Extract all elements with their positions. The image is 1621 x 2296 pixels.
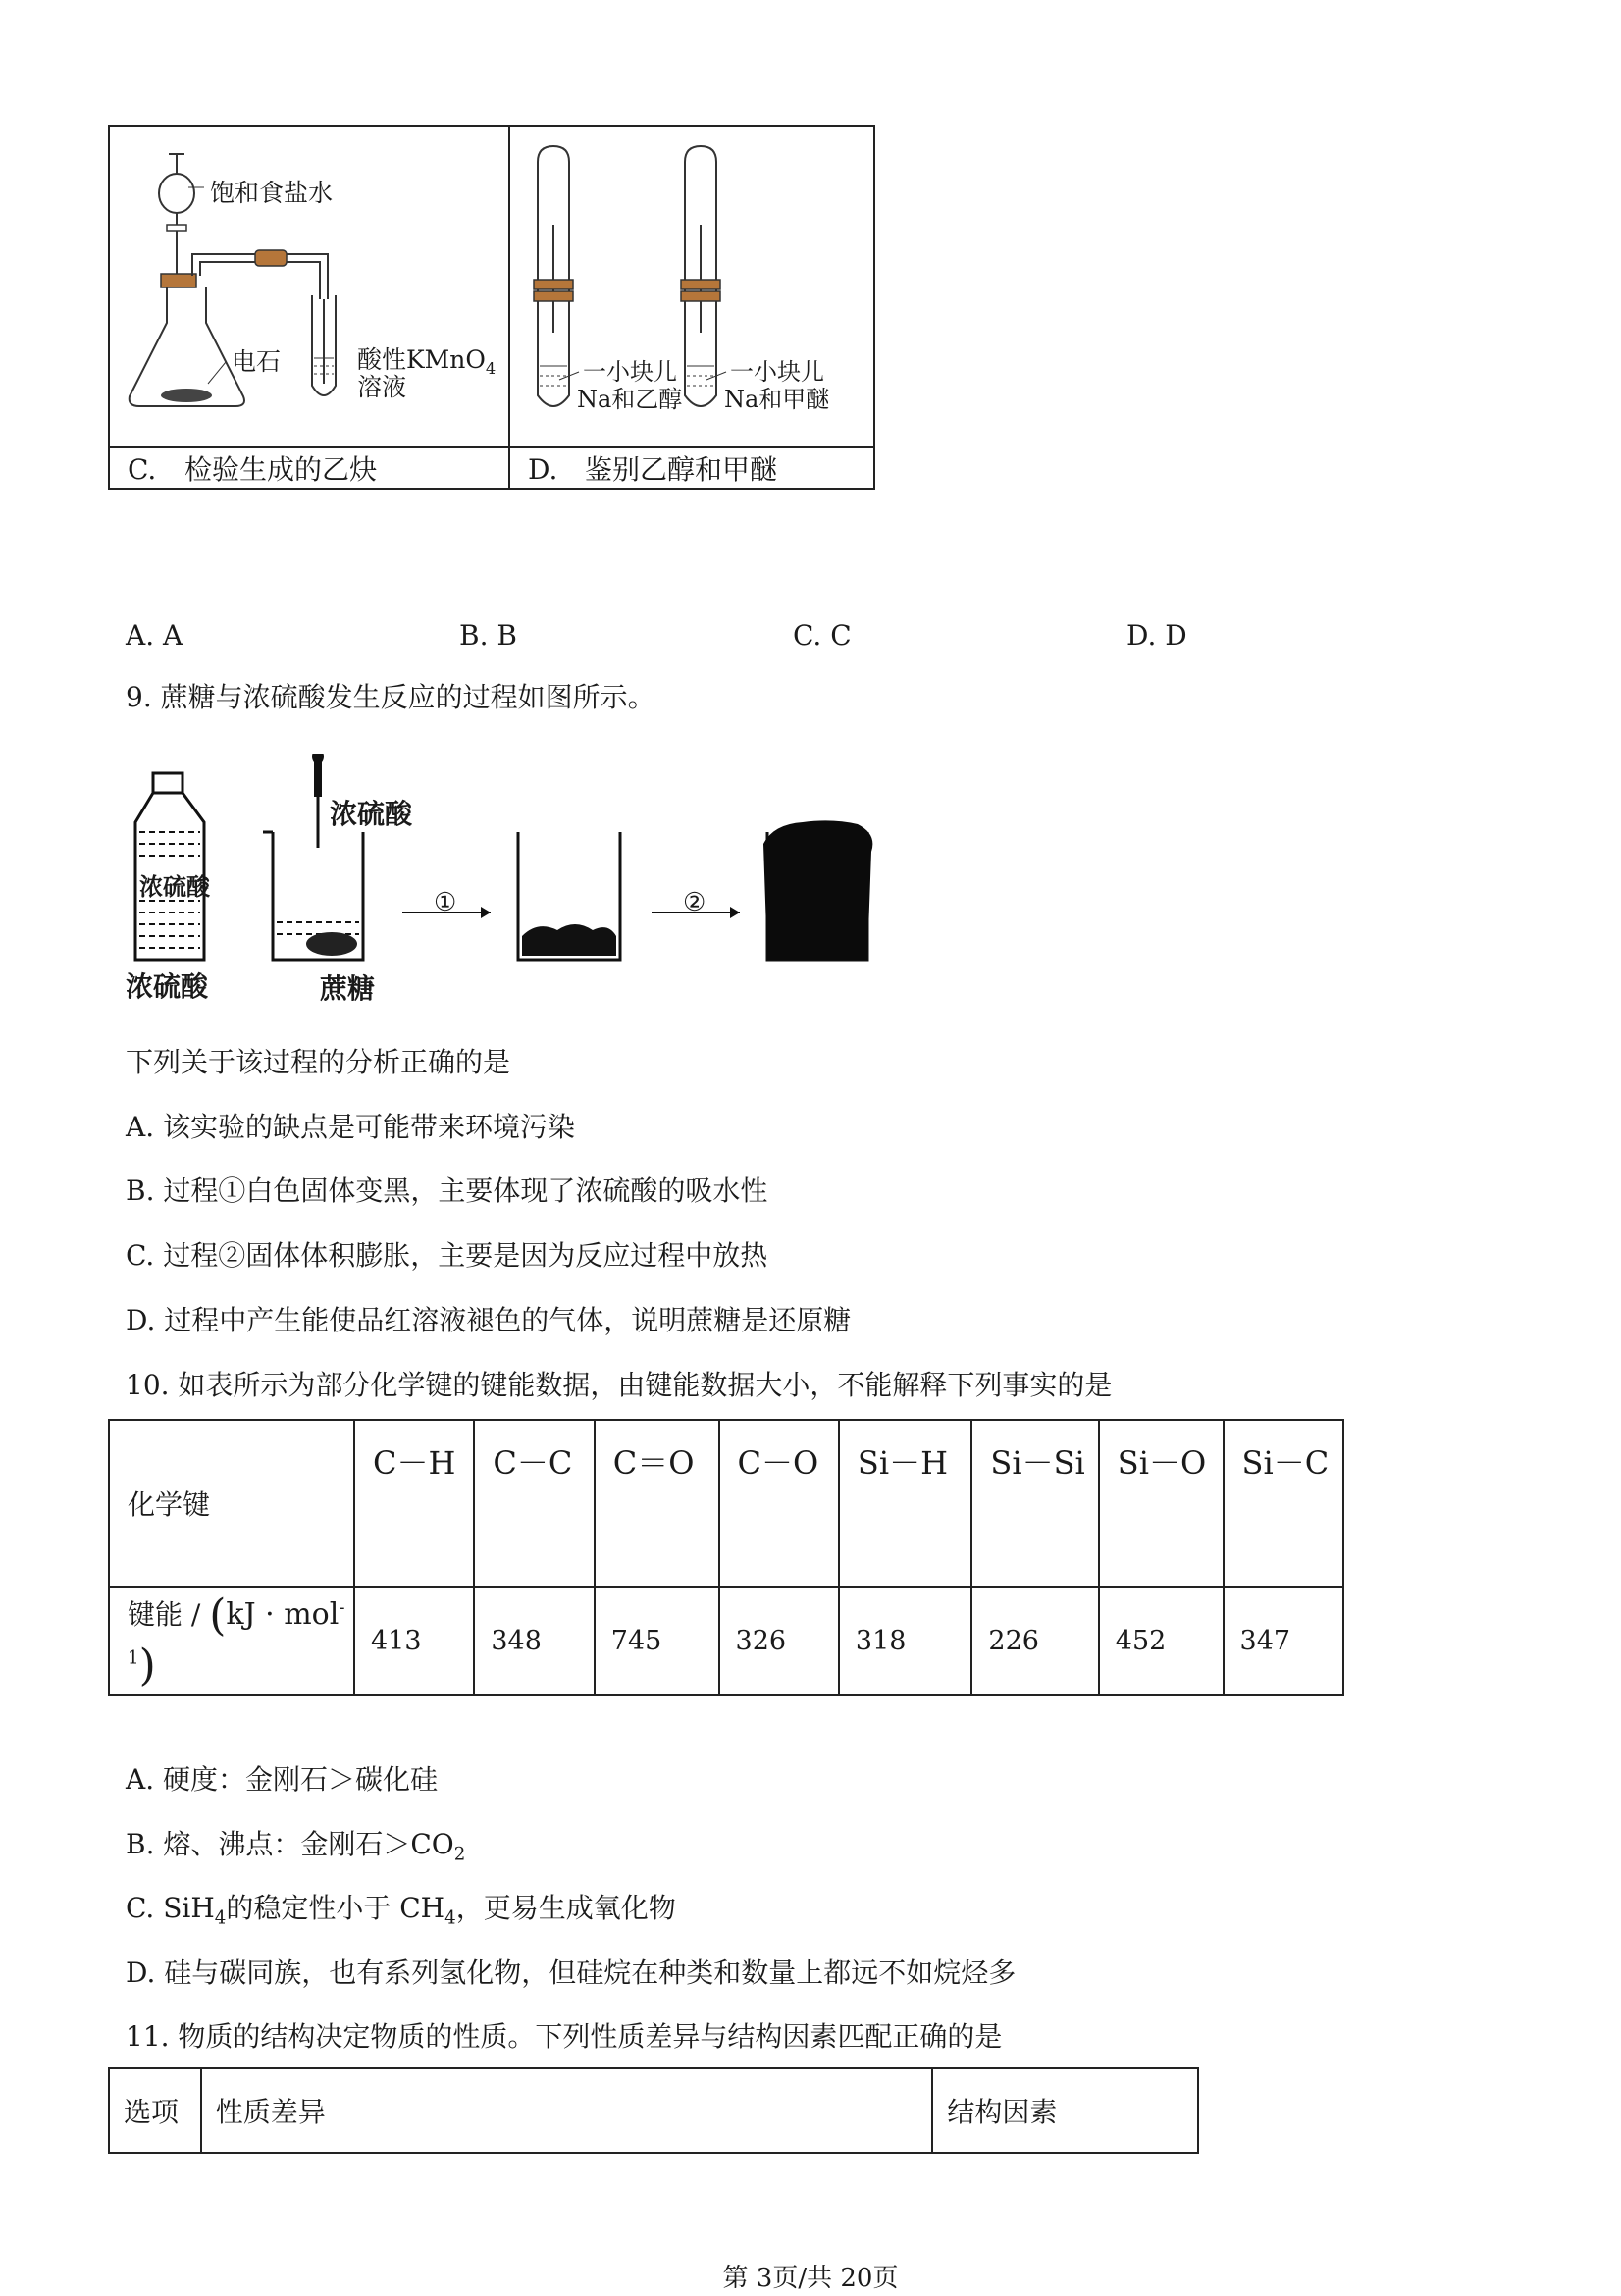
apparatus-d-cell xyxy=(509,126,874,447)
q8-option-c[interactable]: C. C xyxy=(793,619,852,652)
bond-name: Si－Si xyxy=(971,1420,1098,1587)
q10-stem: 10. 如表所示为部分化学键的键能数据，由键能数据大小，不能解释下列事实的是 xyxy=(126,1369,1113,1401)
bottle-caption: 浓硫酸 xyxy=(126,970,209,1003)
q8-option-b[interactable]: B. B xyxy=(459,619,517,652)
step2-label: ② xyxy=(683,888,706,917)
sugar-reaction-figure xyxy=(126,754,891,1011)
bond-energy: 318 xyxy=(839,1587,972,1695)
step1-label: ① xyxy=(434,888,457,917)
tube2-label-line2: Na和甲醚 xyxy=(724,386,830,413)
caption-c: C. 检验生成的乙炔 xyxy=(109,447,509,489)
q9-stem: 9. 蔗糖与浓硫酸发生反应的过程如图所示。 xyxy=(126,681,655,713)
q9-option-d[interactable]: D. 过程中产生能使品红溶液褪色的气体，说明蔗糖是还原糖 xyxy=(126,1304,852,1336)
funnel-label: 饱和食盐水 xyxy=(210,179,334,207)
bond-energy: 348 xyxy=(474,1587,594,1695)
q8-option-d[interactable]: D. D xyxy=(1126,619,1187,652)
q9-option-a[interactable]: A. 该实验的缺点是可能带来环境污染 xyxy=(126,1111,576,1143)
bond-name: C－H xyxy=(354,1420,474,1587)
q9-option-b[interactable]: B. 过程①白色固体变黑，主要体现了浓硫酸的吸水性 xyxy=(126,1174,768,1207)
carbide-label: 电石 xyxy=(232,347,282,376)
q11-stem: 11. 物质的结构决定物质的性质。下列性质差异与结构因素匹配正确的是 xyxy=(126,2020,1003,2053)
q10-option-a[interactable]: A. 硬度：金刚石＞碳化硅 xyxy=(126,1763,439,1796)
q9-prompt: 下列关于该过程的分析正确的是 xyxy=(126,1046,511,1078)
bond-row-header: 化学键 xyxy=(109,1420,354,1587)
bond-energy: 326 xyxy=(719,1587,839,1695)
sugar-reaction-drawing xyxy=(126,754,891,1011)
apparatus-table xyxy=(108,125,875,490)
bond-name: C＝O xyxy=(595,1420,719,1587)
bottle-label: 浓硫酸 xyxy=(139,872,210,901)
bond-energy: 413 xyxy=(354,1587,474,1695)
col-option: 选项 xyxy=(109,2068,201,2153)
bond-energy: 745 xyxy=(595,1587,719,1695)
sugar-caption: 蔗糖 xyxy=(320,972,376,1005)
bond-name: C－O xyxy=(719,1420,839,1587)
bond-energy: 226 xyxy=(971,1587,1098,1695)
tube2-label-line1: 一小块儿 xyxy=(730,358,824,386)
bond-name: C－C xyxy=(474,1420,594,1587)
tube1-label-line2: Na和乙醇 xyxy=(577,386,683,413)
q8-option-a[interactable]: A. A xyxy=(126,619,183,652)
bond-energy: 452 xyxy=(1099,1587,1224,1695)
q10-option-d[interactable]: D. 硅与碳同族，也有系列氢化物，但硅烷在种类和数量上都远不如烷烃多 xyxy=(126,1957,1017,1989)
q10-option-b[interactable]: B. 熔、沸点：金刚石$>CO_2$ xyxy=(126,1828,466,1865)
col-property: 性质差异 xyxy=(201,2068,933,2153)
col-structure: 结构因素 xyxy=(932,2068,1198,2153)
bond-energy-table xyxy=(108,1419,1344,1696)
bond-name: Si－O xyxy=(1099,1420,1224,1587)
property-table xyxy=(108,2067,1199,2154)
bond-name: Si－H xyxy=(839,1420,972,1587)
q10-option-c[interactable]: C. SiH$_4$的稳定性小于 $CH_4$，更易生成氧化物 xyxy=(126,1892,676,1929)
q9-option-c[interactable]: C. 过程②固体体积膨胀，主要是因为反应过程中放热 xyxy=(126,1239,768,1272)
caption-d: D. 鉴别乙醇和甲醚 xyxy=(509,447,874,489)
acetylene-apparatus-figure xyxy=(110,127,508,446)
tube1-label-line1: 一小块儿 xyxy=(583,358,677,386)
dropper-label: 浓硫酸 xyxy=(330,798,413,830)
bond-name: Si－C xyxy=(1224,1420,1343,1587)
page-footer: 第 3页/共 20页 xyxy=(722,2264,899,2293)
solution-label: 溶液 xyxy=(357,373,407,401)
energy-row-header: 键能 / (kJ · mol$^{-1}$) xyxy=(109,1587,354,1695)
kmno4-label: 酸性KMnO$_4$ xyxy=(357,345,497,378)
bond-energy: 347 xyxy=(1224,1587,1343,1695)
apparatus-c-cell xyxy=(109,126,509,447)
